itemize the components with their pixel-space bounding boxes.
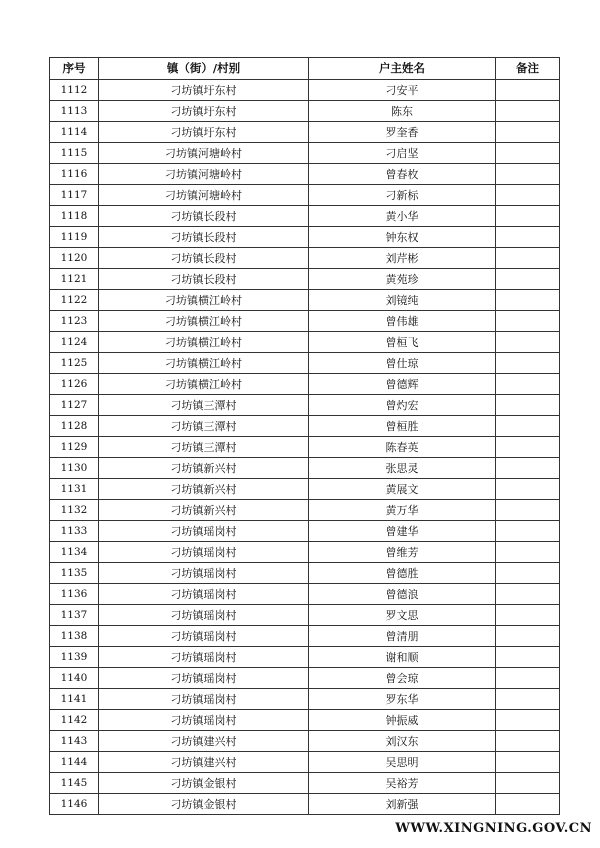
village-cell: 刁坊镇横江岭村 [99, 311, 309, 332]
serial-number-cell: 1112 [50, 80, 99, 101]
serial-number-cell: 1123 [50, 311, 99, 332]
householder-name-cell: 曾德辉 [309, 374, 496, 395]
remarks-cell [496, 794, 560, 815]
village-cell: 刁坊镇河塘岭村 [99, 164, 309, 185]
remarks-cell [496, 269, 560, 290]
householder-name-cell: 罗文思 [309, 605, 496, 626]
serial-number-cell: 1114 [50, 122, 99, 143]
header-householder-name: 户主姓名 [309, 58, 496, 80]
remarks-cell [496, 122, 560, 143]
remarks-cell [496, 584, 560, 605]
serial-number-cell: 1117 [50, 185, 99, 206]
remarks-cell [496, 542, 560, 563]
village-cell: 刁坊镇瑶岗村 [99, 584, 309, 605]
village-cell: 刁坊镇圩东村 [99, 80, 309, 101]
householder-name-cell: 曾建华 [309, 521, 496, 542]
remarks-cell [496, 437, 560, 458]
village-cell: 刁坊镇圩东村 [99, 122, 309, 143]
remarks-cell [496, 185, 560, 206]
householder-name-cell: 黄小华 [309, 206, 496, 227]
table-row [50, 605, 560, 626]
householder-name-cell: 罗东华 [309, 689, 496, 710]
table-row [50, 542, 560, 563]
serial-number-cell: 1142 [50, 710, 99, 731]
serial-number-cell: 1137 [50, 605, 99, 626]
householder-name-cell: 刁安平 [309, 80, 496, 101]
table-row [50, 185, 560, 206]
householder-name-cell: 曾仕琼 [309, 353, 496, 374]
householder-name-cell: 曾会琼 [309, 668, 496, 689]
table-row [50, 206, 560, 227]
householder-name-cell: 刘芹彬 [309, 248, 496, 269]
serial-number-cell: 1130 [50, 458, 99, 479]
serial-number-cell: 1139 [50, 647, 99, 668]
village-cell: 刁坊镇新兴村 [99, 479, 309, 500]
village-cell: 刁坊镇长段村 [99, 248, 309, 269]
remarks-cell [496, 248, 560, 269]
serial-number-cell: 1118 [50, 206, 99, 227]
village-cell: 刁坊镇横江岭村 [99, 290, 309, 311]
householder-name-cell: 曾灼宏 [309, 395, 496, 416]
householder-name-cell: 刁新标 [309, 185, 496, 206]
header-remarks: 备注 [496, 58, 560, 80]
serial-number-cell: 1120 [50, 248, 99, 269]
remarks-cell [496, 101, 560, 122]
remarks-cell [496, 311, 560, 332]
remarks-cell [496, 689, 560, 710]
remarks-cell [496, 731, 560, 752]
village-cell: 刁坊镇瑶岗村 [99, 521, 309, 542]
village-cell: 刁坊镇建兴村 [99, 752, 309, 773]
table-row [50, 332, 560, 353]
serial-number-cell: 1141 [50, 689, 99, 710]
table-row [50, 479, 560, 500]
householder-name-cell: 黄万华 [309, 500, 496, 521]
remarks-cell [496, 668, 560, 689]
table-header-row [50, 58, 560, 80]
remarks-cell [496, 395, 560, 416]
remarks-cell [496, 143, 560, 164]
serial-number-cell: 1128 [50, 416, 99, 437]
village-cell: 刁坊镇横江岭村 [99, 332, 309, 353]
remarks-cell [496, 647, 560, 668]
table-row [50, 290, 560, 311]
remarks-cell [496, 773, 560, 794]
village-cell: 刁坊镇河塘岭村 [99, 185, 309, 206]
remarks-cell [496, 626, 560, 647]
householder-name-cell: 刁启坚 [309, 143, 496, 164]
village-cell: 刁坊镇瑶岗村 [99, 710, 309, 731]
table-row [50, 395, 560, 416]
serial-number-cell: 1135 [50, 563, 99, 584]
table-row [50, 227, 560, 248]
householder-name-cell: 黄苑珍 [309, 269, 496, 290]
village-cell: 刁坊镇新兴村 [99, 500, 309, 521]
householder-name-cell: 陈东 [309, 101, 496, 122]
householder-name-cell: 曾桓飞 [309, 332, 496, 353]
table-row [50, 584, 560, 605]
table-row [50, 143, 560, 164]
table-row [50, 752, 560, 773]
table-row [50, 773, 560, 794]
remarks-cell [496, 353, 560, 374]
serial-number-cell: 1116 [50, 164, 99, 185]
serial-number-cell: 1144 [50, 752, 99, 773]
remarks-cell [496, 332, 560, 353]
remarks-cell [496, 500, 560, 521]
householder-name-cell: 曾德浪 [309, 584, 496, 605]
serial-number-cell: 1133 [50, 521, 99, 542]
village-cell: 刁坊镇横江岭村 [99, 374, 309, 395]
remarks-cell [496, 227, 560, 248]
table-row [50, 164, 560, 185]
serial-number-cell: 1140 [50, 668, 99, 689]
header-town-village: 镇（街）/村别 [99, 58, 309, 80]
householder-name-cell: 刘汉东 [309, 731, 496, 752]
header-serial-number: 序号 [50, 58, 99, 80]
table-row [50, 689, 560, 710]
table-row [50, 563, 560, 584]
village-cell: 刁坊镇瑶岗村 [99, 689, 309, 710]
householder-name-cell: 张思灵 [309, 458, 496, 479]
village-cell: 刁坊镇瑶岗村 [99, 668, 309, 689]
serial-number-cell: 1122 [50, 290, 99, 311]
remarks-cell [496, 563, 560, 584]
serial-number-cell: 1119 [50, 227, 99, 248]
table-row [50, 710, 560, 731]
household-table [49, 57, 560, 815]
village-cell: 刁坊镇河塘岭村 [99, 143, 309, 164]
householder-name-cell: 曾桓胜 [309, 416, 496, 437]
householder-name-cell: 钟振威 [309, 710, 496, 731]
serial-number-cell: 1143 [50, 731, 99, 752]
table-row [50, 416, 560, 437]
table-row [50, 122, 560, 143]
village-cell: 刁坊镇三潭村 [99, 416, 309, 437]
serial-number-cell: 1132 [50, 500, 99, 521]
remarks-cell [496, 416, 560, 437]
serial-number-cell: 1127 [50, 395, 99, 416]
householder-name-cell: 曾清朋 [309, 626, 496, 647]
remarks-cell [496, 752, 560, 773]
village-cell: 刁坊镇瑶岗村 [99, 563, 309, 584]
village-cell: 刁坊镇长段村 [99, 227, 309, 248]
householder-name-cell: 刘新强 [309, 794, 496, 815]
table-row [50, 647, 560, 668]
table-row [50, 101, 560, 122]
table-row [50, 731, 560, 752]
table-row [50, 794, 560, 815]
serial-number-cell: 1138 [50, 626, 99, 647]
village-cell: 刁坊镇新兴村 [99, 458, 309, 479]
table-row [50, 80, 560, 101]
serial-number-cell: 1124 [50, 332, 99, 353]
table-row [50, 311, 560, 332]
householder-name-cell: 黄展文 [309, 479, 496, 500]
village-cell: 刁坊镇长段村 [99, 206, 309, 227]
village-cell: 刁坊镇三潭村 [99, 437, 309, 458]
householder-name-cell: 吴思明 [309, 752, 496, 773]
village-cell: 刁坊镇瑶岗村 [99, 626, 309, 647]
householder-name-cell: 陈春英 [309, 437, 496, 458]
serial-number-cell: 1134 [50, 542, 99, 563]
table-row [50, 374, 560, 395]
householder-name-cell: 刘镜纯 [309, 290, 496, 311]
householder-name-cell: 吴裕芳 [309, 773, 496, 794]
householder-name-cell: 钟东权 [309, 227, 496, 248]
householder-name-cell: 曾维芳 [309, 542, 496, 563]
table-row [50, 458, 560, 479]
householder-name-cell: 谢和顺 [309, 647, 496, 668]
remarks-cell [496, 80, 560, 101]
householder-name-cell: 曾伟雄 [309, 311, 496, 332]
village-cell: 刁坊镇瑶岗村 [99, 647, 309, 668]
village-cell: 刁坊镇瑶岗村 [99, 605, 309, 626]
serial-number-cell: 1131 [50, 479, 99, 500]
remarks-cell [496, 521, 560, 542]
table-row [50, 668, 560, 689]
table-row [50, 437, 560, 458]
village-cell: 刁坊镇三潭村 [99, 395, 309, 416]
remarks-cell [496, 710, 560, 731]
table-row [50, 626, 560, 647]
serial-number-cell: 1113 [50, 101, 99, 122]
footer-website: WWW.XINGNING.GOV.CN [395, 821, 592, 836]
table-body [50, 80, 560, 815]
serial-number-cell: 1145 [50, 773, 99, 794]
village-cell: 刁坊镇瑶岗村 [99, 542, 309, 563]
serial-number-cell: 1115 [50, 143, 99, 164]
householder-name-cell: 曾德胜 [309, 563, 496, 584]
village-cell: 刁坊镇长段村 [99, 269, 309, 290]
serial-number-cell: 1146 [50, 794, 99, 815]
remarks-cell [496, 374, 560, 395]
remarks-cell [496, 164, 560, 185]
serial-number-cell: 1129 [50, 437, 99, 458]
table-row [50, 500, 560, 521]
householder-name-cell: 罗奎香 [309, 122, 496, 143]
table-row [50, 248, 560, 269]
remarks-cell [496, 458, 560, 479]
remarks-cell [496, 479, 560, 500]
document-sheet [49, 57, 559, 815]
serial-number-cell: 1125 [50, 353, 99, 374]
remarks-cell [496, 206, 560, 227]
village-cell: 刁坊镇金银村 [99, 794, 309, 815]
serial-number-cell: 1121 [50, 269, 99, 290]
remarks-cell [496, 290, 560, 311]
village-cell: 刁坊镇横江岭村 [99, 353, 309, 374]
table-row [50, 521, 560, 542]
remarks-cell [496, 605, 560, 626]
table-row [50, 353, 560, 374]
serial-number-cell: 1126 [50, 374, 99, 395]
village-cell: 刁坊镇建兴村 [99, 731, 309, 752]
village-cell: 刁坊镇金银村 [99, 773, 309, 794]
table-row [50, 269, 560, 290]
householder-name-cell: 曾春枚 [309, 164, 496, 185]
serial-number-cell: 1136 [50, 584, 99, 605]
village-cell: 刁坊镇圩东村 [99, 101, 309, 122]
